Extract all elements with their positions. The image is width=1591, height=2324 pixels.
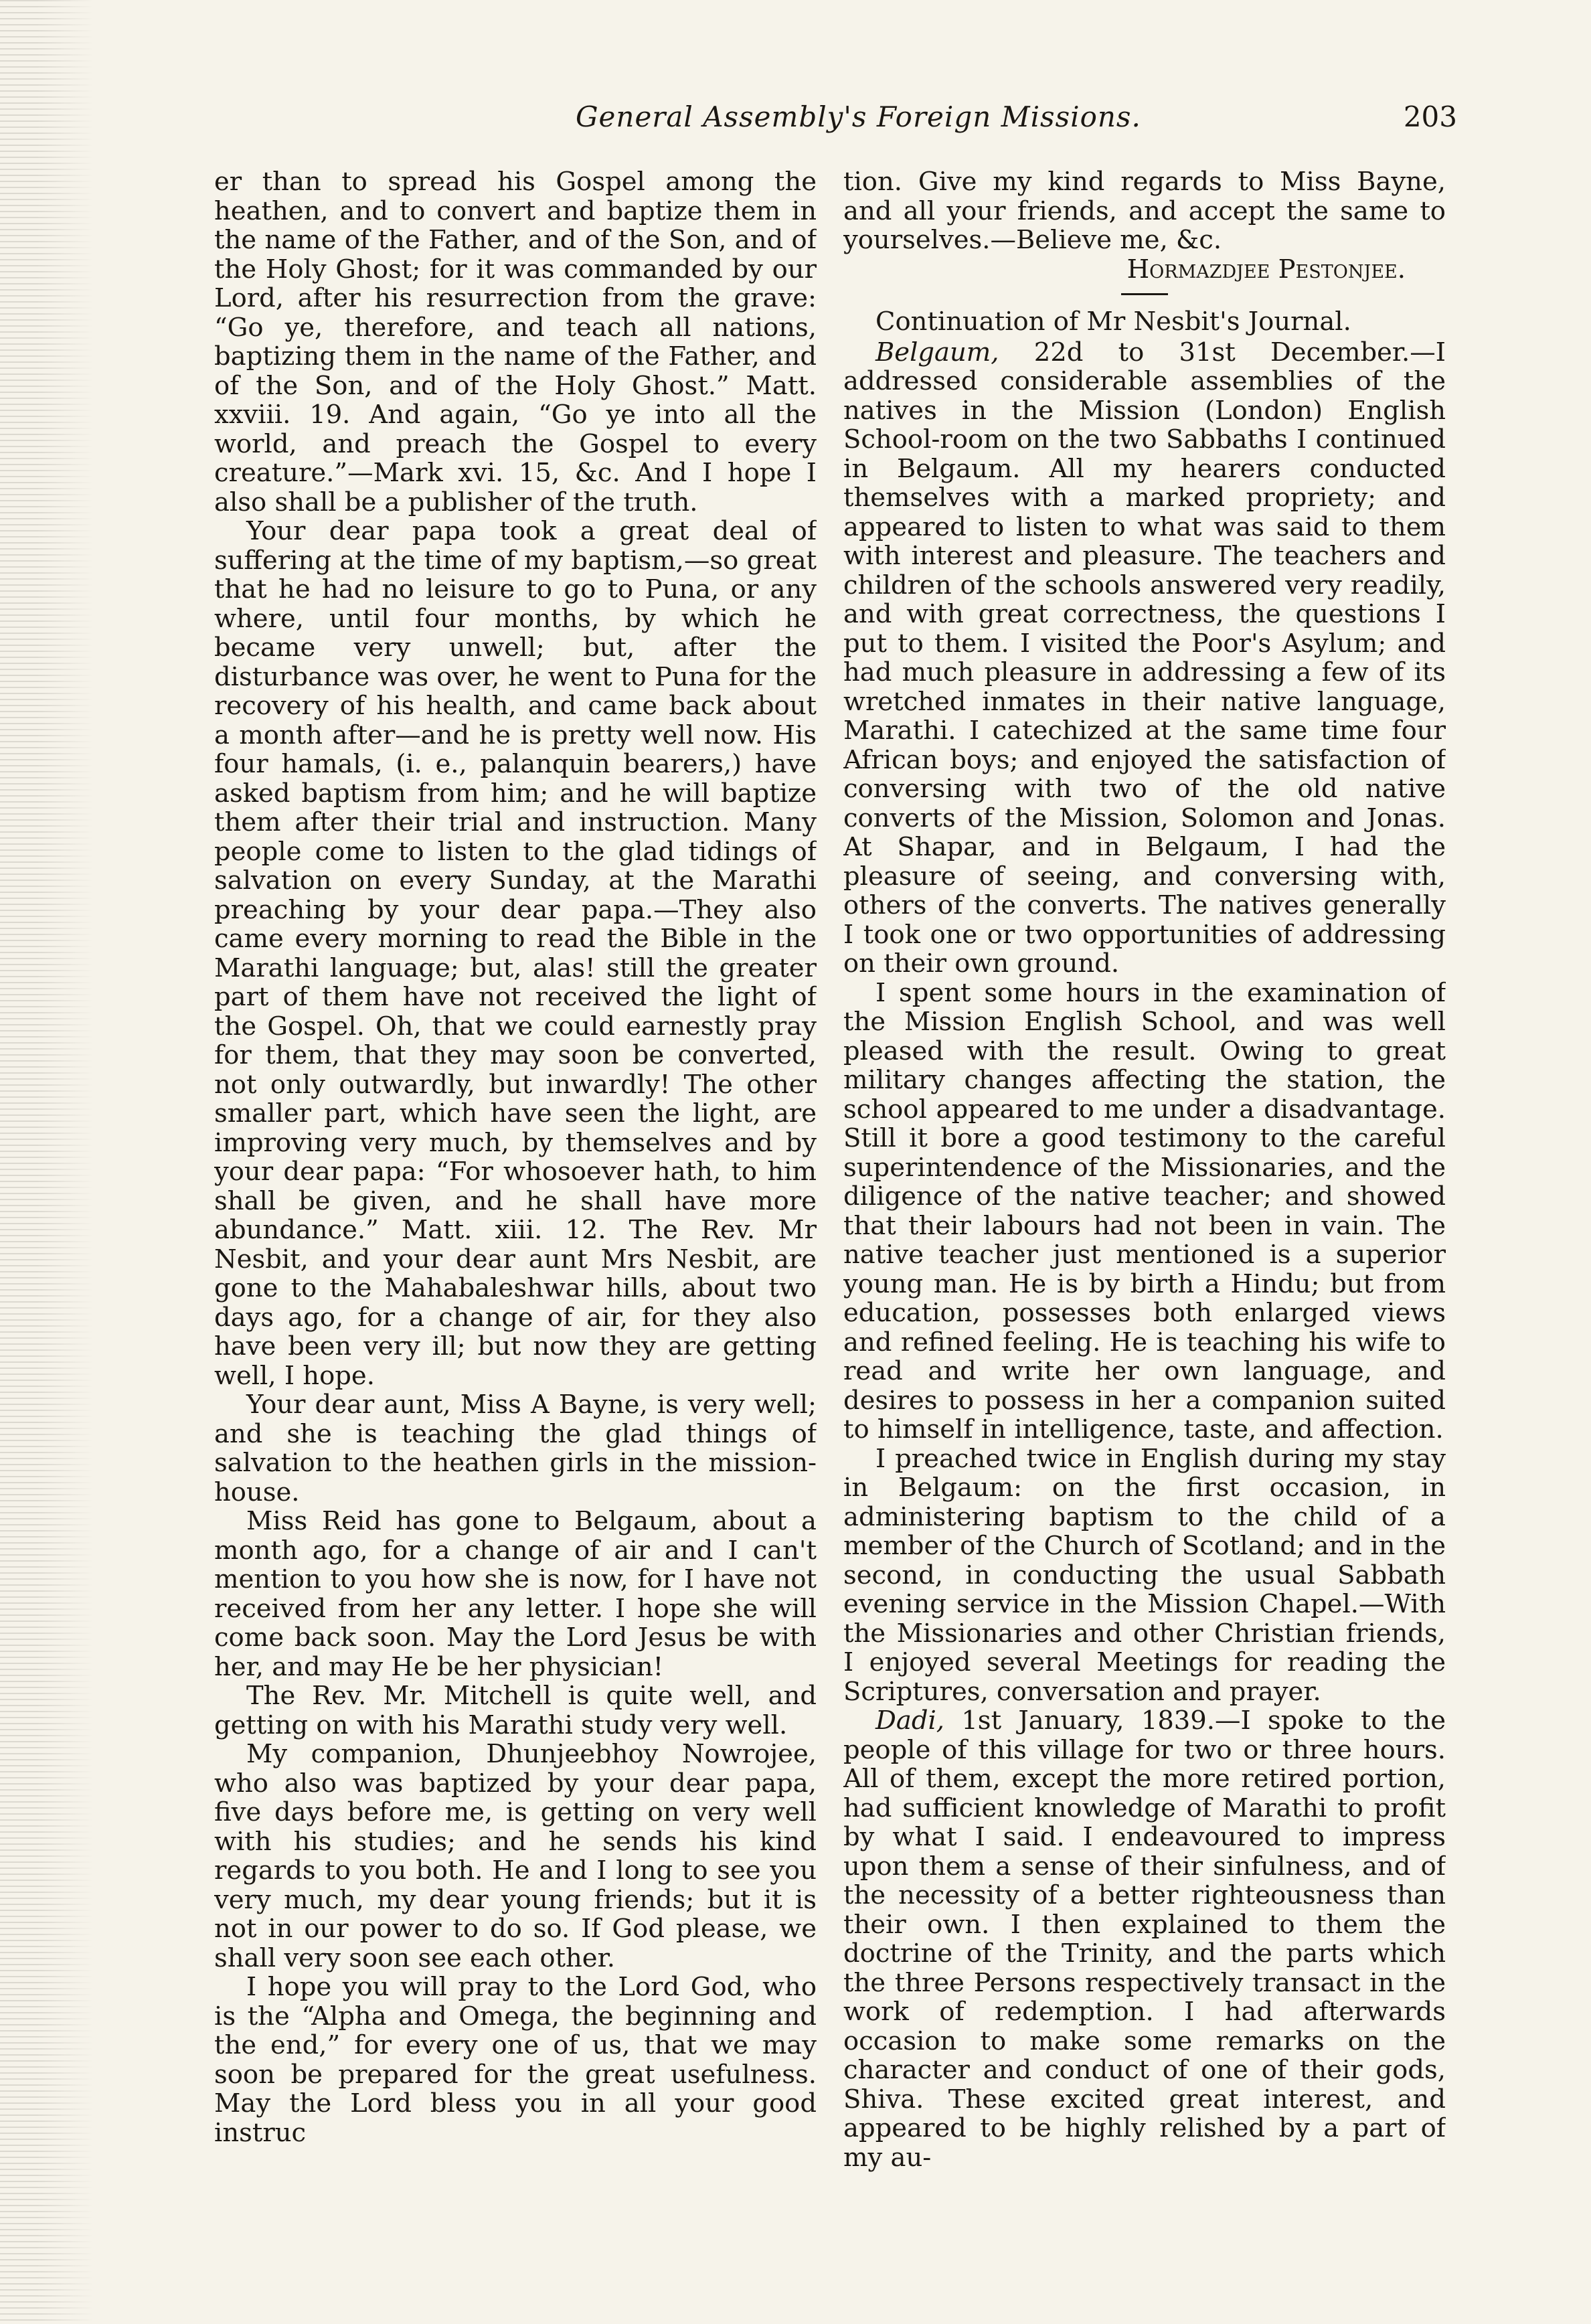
signature: Hormazdjee Pestonjee.: [1126, 254, 1406, 284]
entry-place: Belgaum,: [875, 337, 999, 367]
journal-entry: [843, 1706, 1446, 2172]
letter-closing: tion. Give my kind regards to Miss Bayne, and all your friends, and accept the same to yourselves.—Believe me, &c.: [843, 167, 1446, 255]
left-column: [214, 167, 817, 2256]
entry-place: Dadi,: [875, 1706, 945, 1736]
paragraph: er than to spread his Gospel among the heathen, and to convert and baptize them in the name of the Father, and of the Son, and of the Holy Ghost; for it was commanded by our Lord, after his resurrection from the grave: “Go ye, therefore, and teach all nations, baptizing them in the name of the Father, and of the Son, and of the Holy Ghost.” Matt. xxviii. 19. And again, “Go ye into all the world, and preach the Gospel to every creature.”—Mark xvi. 15, &c. And I hope I also shall be a publisher of the truth.: [214, 167, 817, 517]
paragraph: Miss Reid has gone to Belgaum, about a month ago, for a change of air and I can't mention to you how she is now, for I have not received from her any letter. I hope she will come back soon. May the Lord Jesus be with her, and may He be her physician!: [214, 1506, 817, 1682]
paragraph: My companion, Dhunjeebhoy Nowrojee, who also was baptized by your dear papa, five days before me, is getting on very well with his studies; and he sends his kind regards to you both. He and I long to see you very much, my dear young friends; but it is not in our power to do so. If God please, we shall very soon see each other.: [214, 1739, 817, 1973]
section-divider: [1121, 293, 1168, 295]
paragraph: I preached twice in English during my stay in Belgaum: on the first occasion, in administering baptism to the child of a member of the Church of Scotland; and in the second, in conducting the usual Sabbath evening service in the Mission Chapel.—With the Missionaries and other Christian friends, I enjoyed several Meetings for reading the Scriptures, conversation and prayer.: [843, 1443, 1446, 1707]
paragraph: I spent some hours in the examination of the Mission English School, and was well pleased with the result. Owing to great military changes affecting the station, the school appeared to me under a disadvantage. Still it bore a good testimony to the careful superintendence of the Missionaries, and the diligence of the native teacher; and showed that their labours had not been in vain. The native teacher just mentioned is a superior young man. He is by birth a Hindu; but from education, possesses both enlarged views and refined feeling. He is teaching his wife to read and write her own language, and desires to possess in her a companion suited to himself in intelligence, taste, and affection.: [843, 977, 1446, 1444]
binding-gutter-marks: [0, 0, 94, 2324]
page-number: 203: [1403, 100, 1457, 133]
entry-text: 1st January, 1839.—I spoke to the people of this village for two or three hours. All of them, except the more retired portion, had sufficient knowledge of Marathi to profit by what I said. I endeavoured to impress upon them a sense of their sinfulness, and of the necessity of a better righteousness than their own. I then explained to them the doctrine of the Trinity, and the parts which the three Persons respectively transact in the work of redemption. I had afterwards occasion to make some remarks on the character and conduct of one of their gods, Shiva. These excited great interest, and appeared to be highly relished by a part of my au-: [843, 1706, 1446, 2173]
section-heading: Continuation of Mr Nesbit's Journal.: [875, 307, 1351, 337]
paragraph: Your dear papa took a great deal of suffering at the time of my baptism,—so great that he had no leisure to go to Puna, or any where, until four months, by which he became very unwell; but, after the disturbance was over, he went to Puna for the recovery of his health, and came back about a month after—and he is pretty well now. His four hamals, (i. e., palanquin bearers,) have asked baptism from him; and he will baptize them after their trial and instruction. Many people come to listen to the glad tidings of salvation on every Sunday, at the Marathi preaching by your dear papa.—They also came every morning to read the Bible in the Marathi language; but, alas! still the greater part of them have not received the light of the Gospel. Oh, that we could earnestly pray for them, that they may soon be converted, not only outwardly, but inwardly! The other smaller part, which have seen the light, are improving very much, by themselves and by your dear papa: “For whosoever hath, to him shall be given, and he shall have more abundance.” Matt. xiii. 12. The Rev. Mr Nesbit, and your dear aunt Mrs Nesbit, are gone to the Mahabaleshwar hills, about two days ago, for a change of air, for they also have been very ill; but now they are getting well, I hope.: [214, 516, 817, 1391]
page-header: [576, 94, 1457, 147]
paragraph: I hope you will pray to the Lord God, who is the “Alpha and Omega, the beginning and the end,” for every one of us, that we may soon be prepared for the great usefulness. May the Lord bless you in all your good instruc: [214, 1972, 817, 2148]
paragraph: Your dear aunt, Miss A Bayne, is very well; and she is teaching the glad things of salvation to the heathen girls in the mission-house.: [214, 1390, 817, 1507]
right-column: [843, 167, 1446, 2256]
entry-text: 22d to 31st December.—I addressed considerable assemblies of the natives in the Mission (London) English School-room on the two Sabbaths I continued in Belgaum. All my hearers conducted themselves with a marked propriety; and appeared to listen to what was said to them with interest and pleasure. The teachers and children of the schools answered very readily, and with great correctness, the questions I put to them. I visited the Poor's Asylum; and had much pleasure in addressing a few of its wretched inmates in their native language, Marathi. I catechized at the same time four African boys; and enjoyed the satisfaction of conversing with two of the old native converts of the Mission, Solomon and Jonas. At Shapar, and in Belgaum, I had the pleasure of seeing, and conversing with, others of the converts. The natives generally I took one or two opportunities of addressing on their own ground.: [843, 337, 1446, 979]
paragraph: The Rev. Mr. Mitchell is quite well, and getting on with his Marathi study very well.: [214, 1681, 817, 1740]
text-columns: [214, 167, 1446, 2256]
journal-entry: [843, 338, 1446, 979]
running-title: General Assembly's Foreign Missions.: [576, 100, 1141, 133]
